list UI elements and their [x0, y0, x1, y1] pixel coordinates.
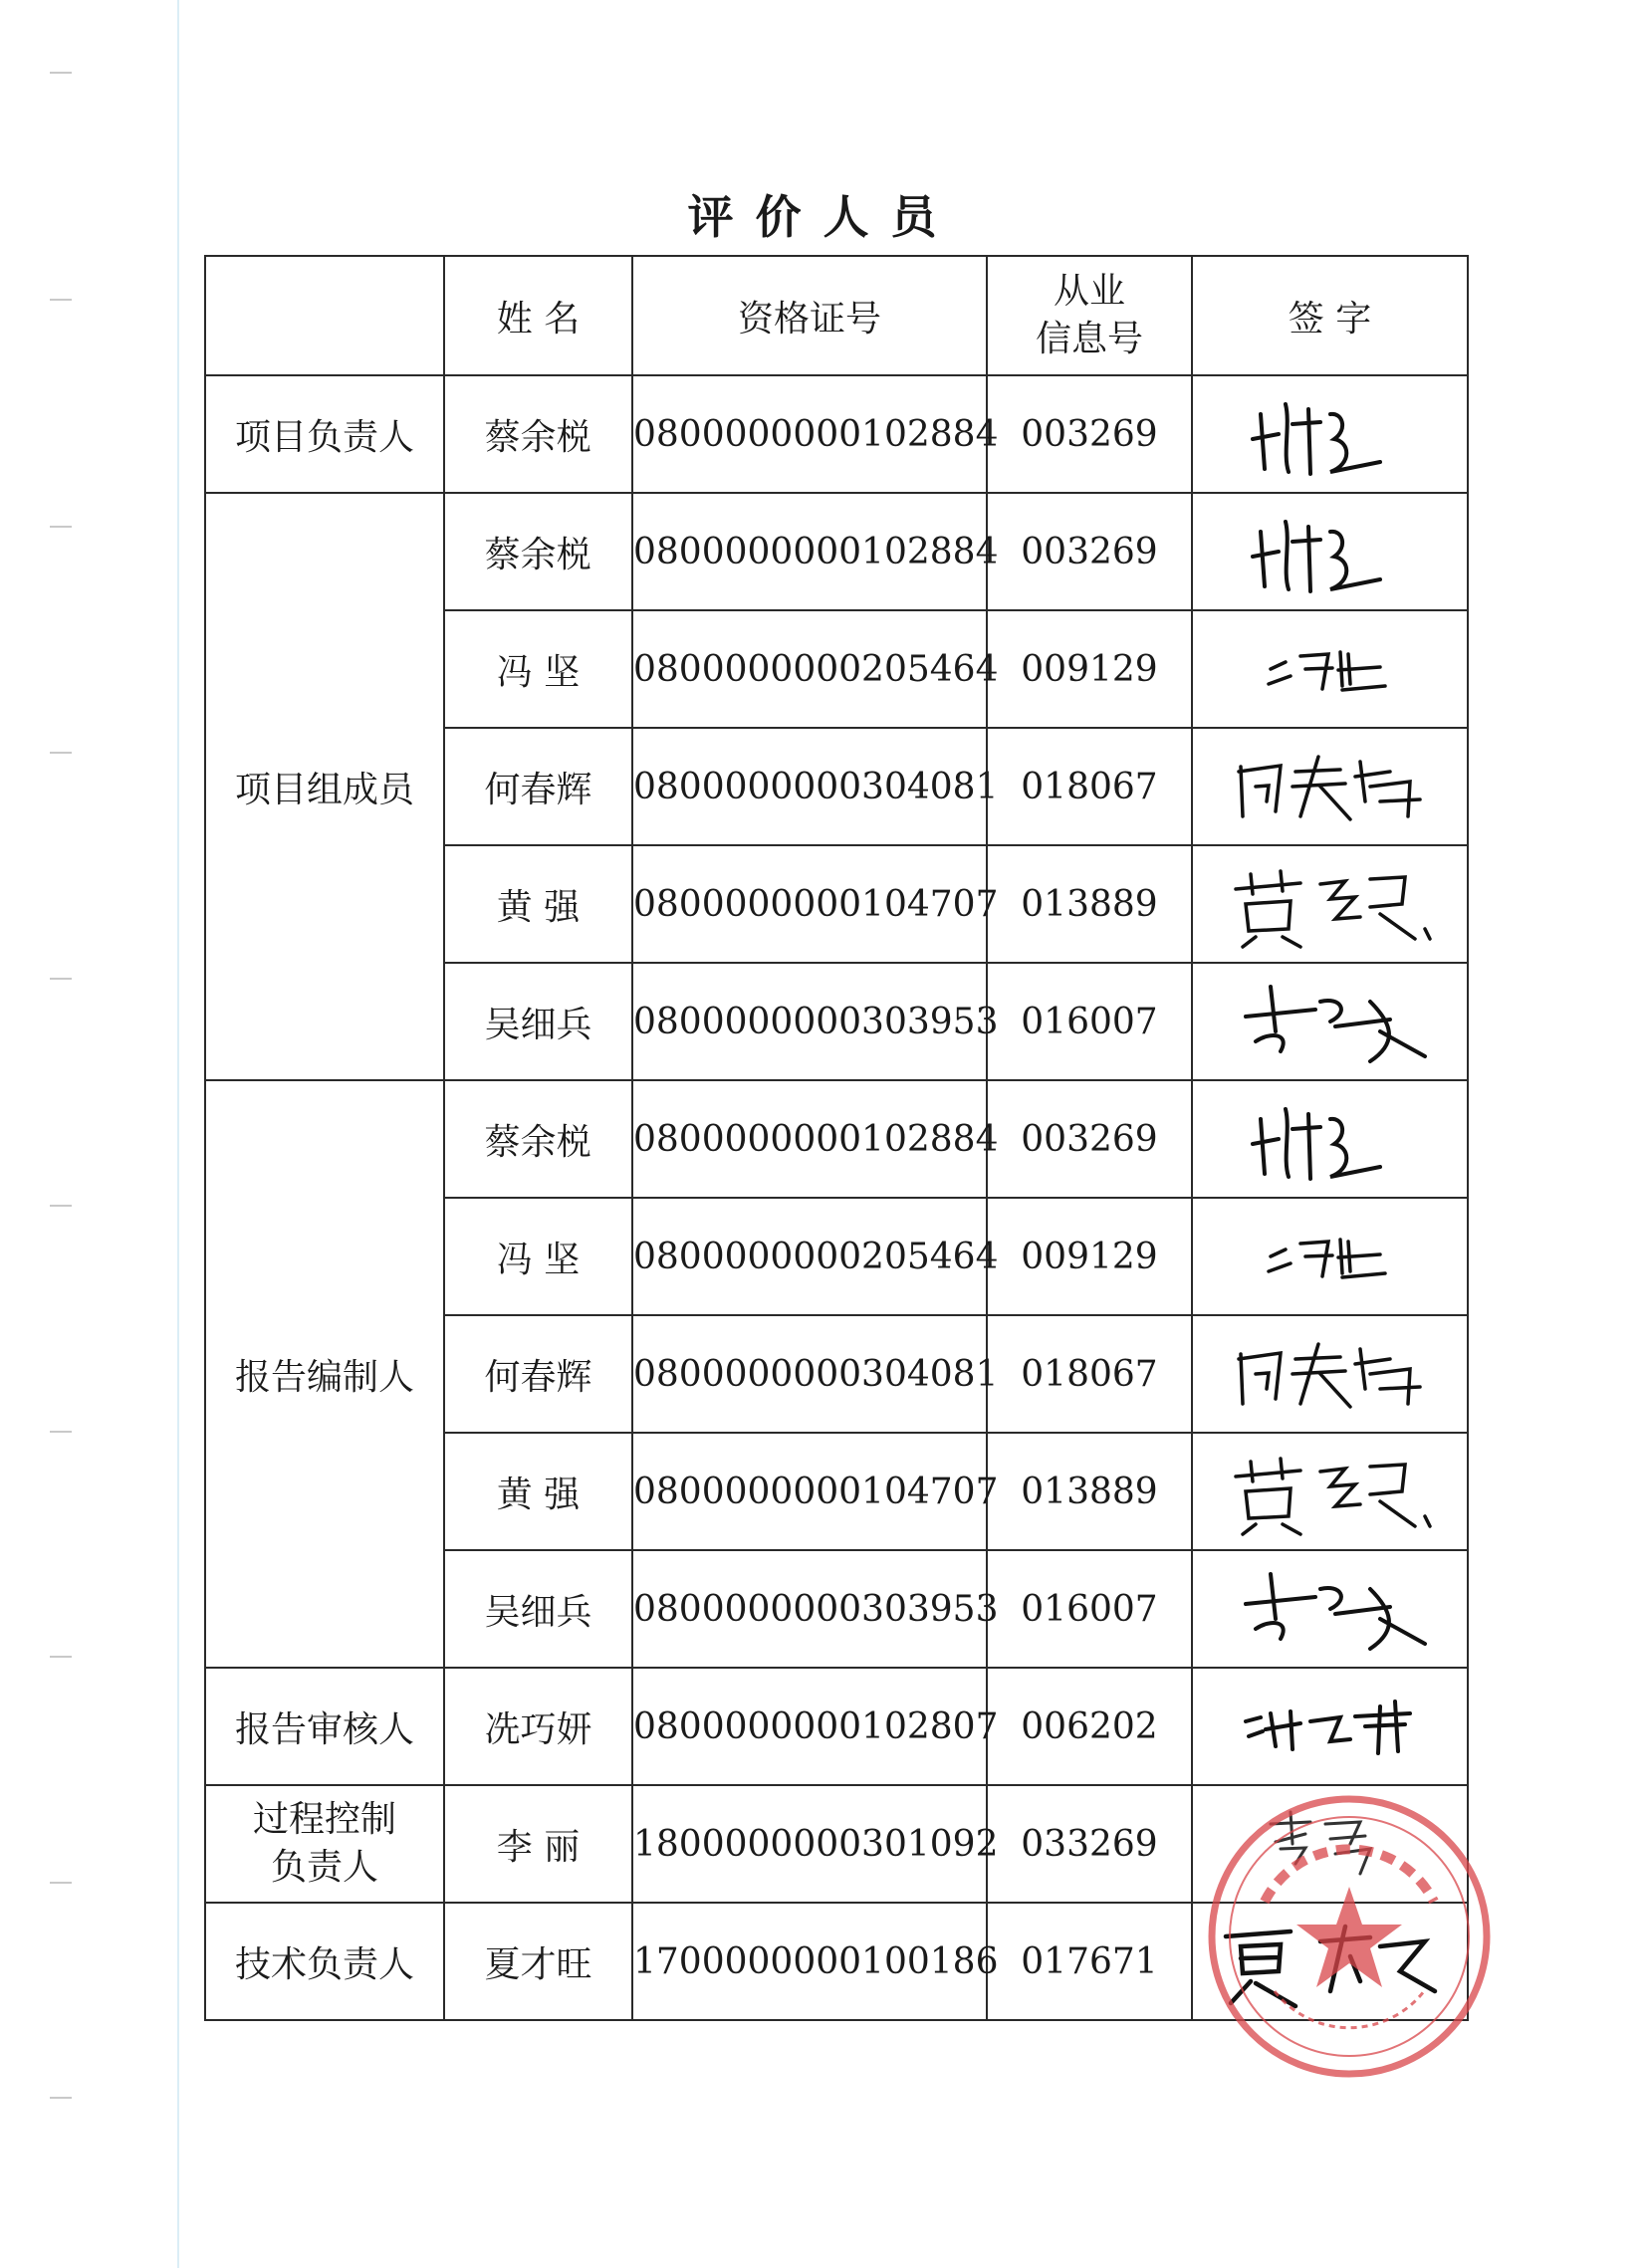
name-cell: 蔡余棁 — [444, 493, 632, 610]
binding-tick — [50, 1431, 72, 1433]
binding-tick — [50, 72, 72, 74]
cert-cell: 0800000000102884 — [632, 493, 987, 610]
signature-cell — [1192, 1668, 1468, 1785]
signature-cell — [1192, 1315, 1468, 1433]
signature-cell — [1192, 1903, 1468, 2020]
handwritten-signature-xian-icon — [1231, 1692, 1430, 1761]
cert-cell: 0800000000205464 — [632, 610, 987, 728]
header-info-line1: 从业 — [1053, 271, 1125, 312]
binding-tick — [50, 1882, 72, 1884]
name-cell: 黄 强 — [444, 1433, 632, 1550]
table-row — [205, 1903, 1468, 2020]
binding-tick — [50, 978, 72, 980]
header-role — [205, 256, 444, 375]
role-cell: 技术负责人 — [205, 1903, 444, 2020]
role-cell — [205, 1785, 444, 1903]
name-cell: 黄 强 — [444, 845, 632, 963]
handwritten-signature-li-icon — [1251, 1804, 1410, 1884]
cert-cell: 0800000000104707 — [632, 1433, 987, 1550]
name-cell: 李 丽 — [444, 1785, 632, 1903]
header-name: 姓 名 — [444, 256, 632, 375]
cert-cell: 1700000000100186 — [632, 1903, 987, 2020]
header-info-line2: 信息号 — [1035, 319, 1143, 359]
info-cell: 003269 — [987, 375, 1192, 493]
info-cell: 013889 — [987, 845, 1192, 963]
table-row — [205, 1668, 1468, 1785]
table-row — [205, 1080, 1468, 1198]
name-cell: 冯 坚 — [444, 610, 632, 728]
handwritten-signature-huang-icon — [1221, 1447, 1440, 1536]
signature-cell — [1192, 728, 1468, 845]
cert-cell: 0800000000304081 — [632, 1315, 987, 1433]
cert-cell: 1800000000301092 — [632, 1785, 987, 1903]
cert-cell: 0800000000102884 — [632, 375, 987, 493]
signature-cell — [1192, 1550, 1468, 1668]
handwritten-signature-wu-icon — [1221, 1559, 1440, 1659]
info-cell: 016007 — [987, 963, 1192, 1080]
info-cell: 018067 — [987, 728, 1192, 845]
cert-cell: 0800000000303953 — [632, 1550, 987, 1668]
binding-tick — [50, 1656, 72, 1658]
header-practice-info-number — [987, 256, 1192, 375]
name-cell: 何春辉 — [444, 728, 632, 845]
handwritten-signature-cai-icon — [1231, 1089, 1430, 1189]
handwritten-signature-he-icon — [1221, 742, 1440, 831]
name-cell: 吴细兵 — [444, 963, 632, 1080]
handwritten-signature-wu-icon — [1221, 972, 1440, 1071]
table-row — [205, 493, 1468, 610]
info-cell: 033269 — [987, 1785, 1192, 1903]
signature-cell — [1192, 493, 1468, 610]
role-cell: 报告编制人 — [205, 1080, 444, 1668]
cert-cell: 0800000000303953 — [632, 963, 987, 1080]
table-header-row — [205, 256, 1468, 375]
signature-cell — [1192, 1080, 1468, 1198]
info-cell: 009129 — [987, 1198, 1192, 1315]
cert-cell: 0800000000205464 — [632, 1198, 987, 1315]
signature-cell — [1192, 963, 1468, 1080]
binding-tick — [50, 526, 72, 528]
signature-cell — [1192, 1198, 1468, 1315]
binding-guide-line — [177, 0, 179, 2268]
role-line2: 负责人 — [270, 1847, 378, 1888]
name-cell: 夏才旺 — [444, 1903, 632, 2020]
info-cell: 013889 — [987, 1433, 1192, 1550]
role-line1: 过程控制 — [252, 1799, 396, 1840]
handwritten-signature-cai-icon — [1231, 502, 1430, 601]
handwritten-signature-huang-icon — [1221, 859, 1440, 949]
cert-cell: 0800000000102884 — [632, 1080, 987, 1198]
cert-cell: 0800000000102807 — [632, 1668, 987, 1785]
signature-cell — [1192, 845, 1468, 963]
signature-cell — [1192, 375, 1468, 493]
name-cell: 何春辉 — [444, 1315, 632, 1433]
info-cell: 018067 — [987, 1315, 1192, 1433]
name-cell: 蔡余棁 — [444, 375, 632, 493]
info-cell: 003269 — [987, 493, 1192, 610]
role-cell: 项目组成员 — [205, 493, 444, 1080]
name-cell: 冯 坚 — [444, 1198, 632, 1315]
signature-cell — [1192, 610, 1468, 728]
handwritten-signature-feng-icon — [1251, 634, 1410, 704]
handwritten-signature-cai-icon — [1231, 384, 1430, 484]
info-cell: 017671 — [987, 1903, 1192, 2020]
role-cell: 报告审核人 — [205, 1668, 444, 1785]
binding-tick — [50, 299, 72, 301]
table-row — [205, 1785, 1468, 1903]
handwritten-signature-feng-icon — [1251, 1222, 1410, 1291]
name-cell: 吴细兵 — [444, 1550, 632, 1668]
signature-cell — [1192, 1433, 1468, 1550]
info-cell: 009129 — [987, 610, 1192, 728]
name-cell: 蔡余棁 — [444, 1080, 632, 1198]
header-cert-number: 资格证号 — [632, 256, 987, 375]
info-cell: 006202 — [987, 1668, 1192, 1785]
handwritten-signature-he-icon — [1221, 1329, 1440, 1419]
cert-cell: 0800000000304081 — [632, 728, 987, 845]
page-title: 评价人员 — [687, 190, 959, 244]
header-signature: 签 字 — [1192, 256, 1468, 375]
role-cell: 项目负责人 — [205, 375, 444, 493]
binding-tick — [50, 2097, 72, 2099]
name-cell: 冼巧妍 — [444, 1668, 632, 1785]
evaluation-staff-table — [204, 255, 1469, 2021]
binding-tick — [50, 1205, 72, 1207]
cert-cell: 0800000000104707 — [632, 845, 987, 963]
signature-cell — [1192, 1785, 1468, 1903]
info-cell: 003269 — [987, 1080, 1192, 1198]
binding-tick — [50, 752, 72, 754]
info-cell: 016007 — [987, 1550, 1192, 1668]
handwritten-signature-xia-icon — [1211, 1912, 1450, 2011]
table-row — [205, 375, 1468, 493]
